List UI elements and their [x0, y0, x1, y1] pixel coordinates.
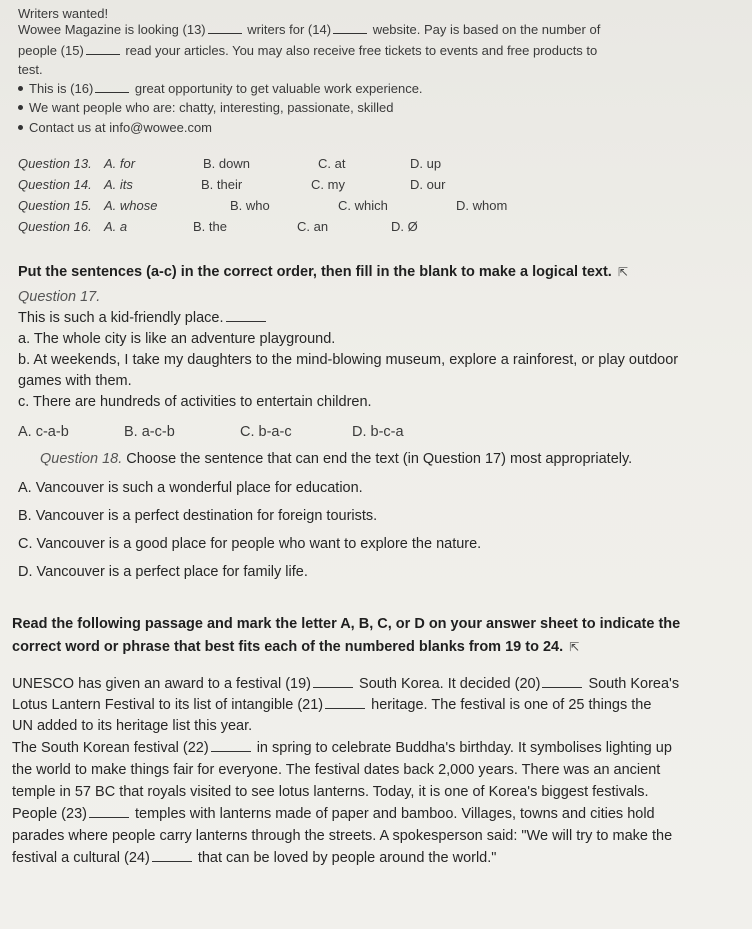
blank-15	[86, 53, 120, 55]
q18-option-b: B. Vancouver is a perfect destination for foreign tourists.	[18, 508, 378, 524]
ad-title: Writers wanted!	[18, 6, 109, 21]
passage-line-6: temple in 57 BC that royals visited to see lotus lanterns. Today, it is one of Korea's biggest festivals.	[12, 784, 649, 800]
blank-20	[542, 686, 582, 688]
passage-line-2: Lotus Lantern Festival to its list of intangible (21) heritage. The festival is one of 25 things the	[12, 697, 652, 713]
q18-option-c: C. Vancouver is a good place for people who want to explore the nature.	[18, 536, 482, 552]
passage-line-7: People (23) temples with lanterns made of paper and bamboo. Villages, towns and cities hold	[12, 806, 655, 822]
cursor-arrow-icon: ⇱	[569, 640, 580, 654]
blank-14	[333, 32, 367, 34]
question-17-label: Question 17.	[18, 289, 101, 305]
passage-line-5: the world to make things fair for everyone. The festival dates back 2,000 years. There was an ancient	[12, 762, 661, 778]
blank-13	[208, 32, 242, 34]
q18-option-a: A. Vancouver is such a wonderful place for education.	[18, 480, 363, 496]
sentence-b-line-1: b. At weekends, I take my daughters to the mind-blowing museum, explore a rainforest, or play outdoor	[18, 352, 679, 368]
ad-line-1: Wowee Magazine is looking (13) writers for (14) website. Pay is based on the number of	[18, 22, 601, 37]
bullet-icon	[18, 105, 23, 110]
worksheet-page: Writers wanted! Wowee Magazine is looking (13) writers for (14) website. Pay is based on the number of people (15) read your articles. You may also receive free tickets to events and free products to test. This is (16) great opportunity to get valuable work experience. We want people who are: chatty, interesting, passionate, skilled Contact us at info@wowee.com Question 13. A. for B. down C. at D. up Question 14. A. its B. their C. my D. our Question 15. A. whose B. who C. which D. whom Question 16. A. a B. the C. an D. Ø Put the sentences (a-c) in the correct order, then fill in the blank to make a logical text. ⇱ Question 17. This is such a kid-friendly place. a. The whole city is like an adventure playground. b. At weekends, I take my daughters to the mind-blowing museum, explore a rainforest, or play outdoor games with them. c. There are hundreds of activities to entertain children. A. c-a-b B. a-c-b C. b-a-c D. b-c-a Question 18. Choose the sentence that can end the text (in Question 17) most appropriately. A. Vancouver is such a wonderful place for education. B. Vancouver is a perfect destination for foreign tourists. C. Vancouver is a good place for people who want to explore the nature. D. Vancouver is a perfect place for family life. Read the following passage and mark the letter A, B, C, or D on your answer sheet to indicate the correct word or phrase that best fits each of the numbered blanks from 19 to 24. ⇱ UNESCO has given an award to a festival (19) South Korea. It decided (20) South Korea's Lotus Lantern Festival to its list of intangible (21) heritage. The festival is one of 25 things the UN added to its heritage list this year. The South Korean festival (22) in spring to celebrate Buddha's birthday. It symbolises lighting up the world to make things fair for everyone. The festival dates back 2,000 years. There was an ancient temple in 57 BC that royals visited to see lotus lanterns. Today, it is one of Korea's biggest festivals. People (23) temples with lanterns made of paper and bamboo. Villages, towns and cities hold parades where people carry lanterns through the streets. A spokesperson said: "We will try to make the festival a cultural (24) that can be loved by people around the world."	[0, 0, 752, 929]
sentence-b-line-2: games with them.	[18, 373, 132, 389]
ad-bullet-1: This is (16) great opportunity to get valuable work experience.	[18, 81, 423, 96]
blank-19	[313, 686, 353, 688]
order-lead: This is such a kid-friendly place.	[18, 310, 268, 326]
blank-17	[226, 320, 266, 322]
sentence-c: c. There are hundreds of activities to entertain children.	[18, 394, 372, 410]
blank-22	[211, 750, 251, 752]
blank-24	[152, 860, 192, 862]
bullet-icon	[18, 86, 23, 91]
ad-line-2: people (15) read your articles. You may also receive free tickets to events and free products to	[18, 43, 598, 58]
q18-option-d: D. Vancouver is a perfect place for family life.	[18, 564, 308, 580]
passage-instruction-line-1: Read the following passage and mark the letter A, B, C, or D on your answer sheet to indicate the	[12, 616, 681, 632]
blank-23	[89, 816, 129, 818]
passage-line-4: The South Korean festival (22) in spring to celebrate Buddha's birthday. It symbolises lighting up	[12, 740, 672, 756]
blank-16	[95, 91, 129, 93]
passage-instruction-line-2: correct word or phrase that best fits each of the numbered blanks from 19 to 24. ⇱	[12, 639, 580, 655]
bullet-icon	[18, 125, 23, 130]
ad-bullet-2: We want people who are: chatty, interesting, passionate, skilled	[18, 100, 393, 115]
blank-21	[325, 707, 365, 709]
cursor-arrow-icon: ⇱	[617, 265, 628, 279]
sentence-a: a. The whole city is like an adventure playground.	[18, 331, 336, 347]
passage-line-9: festival a cultural (24) that can be loved by people around the world."	[12, 850, 497, 866]
order-instruction: Put the sentences (a-c) in the correct order, then fill in the blank to make a logical text. ⇱	[18, 264, 628, 280]
ad-bullet-3: Contact us at info@wowee.com	[18, 120, 212, 135]
passage-line-3: UN added to its heritage list this year.	[12, 718, 253, 734]
question-18: Question 18. Choose the sentence that can end the text (in Question 17) most appropriately.	[40, 451, 633, 467]
passage-line-1: UNESCO has given an award to a festival (19) South Korea. It decided (20) South Korea's	[12, 676, 680, 692]
ad-line-3: test.	[18, 62, 43, 77]
passage-line-8: parades where people carry lanterns through the streets. A spokesperson said: "We will try to make the	[12, 828, 673, 844]
